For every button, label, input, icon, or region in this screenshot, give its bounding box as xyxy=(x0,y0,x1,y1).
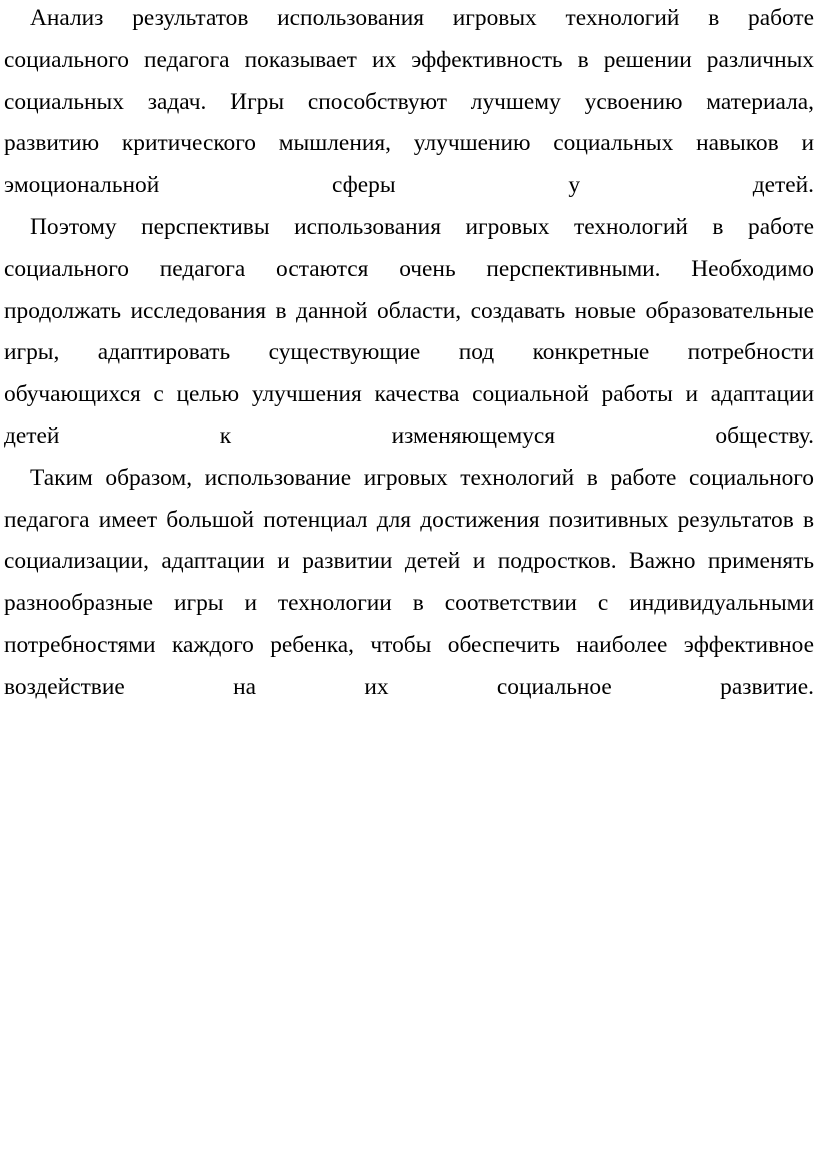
paragraph-line: Поэтому перспективы использования игровых технологий в работе xyxy=(30,213,814,240)
paragraph-line: обучающихся с целью улучшения качества социальной работы и адаптации xyxy=(4,381,814,408)
paragraph-line: потребностями каждого ребенка, чтобы обеспечить наиболее эффективное xyxy=(4,631,814,658)
paragraph-line: педагога имеет большой потенциал для достижения позитивных результатов в xyxy=(4,506,814,533)
paragraph-1 xyxy=(4,0,814,207)
paragraph-line: разнообразные игры и технологии в соответствии с индивидуальными xyxy=(4,590,814,617)
paragraph-line: детей к изменяющемуся обществу. xyxy=(4,422,814,449)
paragraph-line: игры, адаптировать существующие под конкретные потребности xyxy=(4,339,814,366)
paragraph-3 xyxy=(4,458,814,709)
paragraph-line: развитию критического мышления, улучшению социальных навыков и xyxy=(4,130,814,157)
paragraph-line: социального педагога показывает их эффективность в решении различных xyxy=(4,46,814,73)
paragraph-line: Анализ результатов использования игровых технологий в работе xyxy=(30,5,814,31)
paragraph-line: социального педагога остаются очень перспективными. Необходимо xyxy=(4,255,814,282)
paragraph-line: воздействие на их социальное развитие. xyxy=(4,673,814,700)
paragraph-2 xyxy=(4,207,814,458)
document-body xyxy=(4,0,814,709)
paragraph-line: эмоциональной сферы у детей. xyxy=(4,172,814,199)
paragraph-line: Таким образом, использование игровых технологий в работе социального xyxy=(30,464,814,491)
paragraph-line: социальных задач. Игры способствуют лучшему усвоению материала, xyxy=(4,88,814,115)
paragraph-line: социализации, адаптации и развитии детей и подростков. Важно применять xyxy=(4,548,814,575)
paragraph-line: продолжать исследования в данной области, создавать новые образовательные xyxy=(4,297,814,324)
